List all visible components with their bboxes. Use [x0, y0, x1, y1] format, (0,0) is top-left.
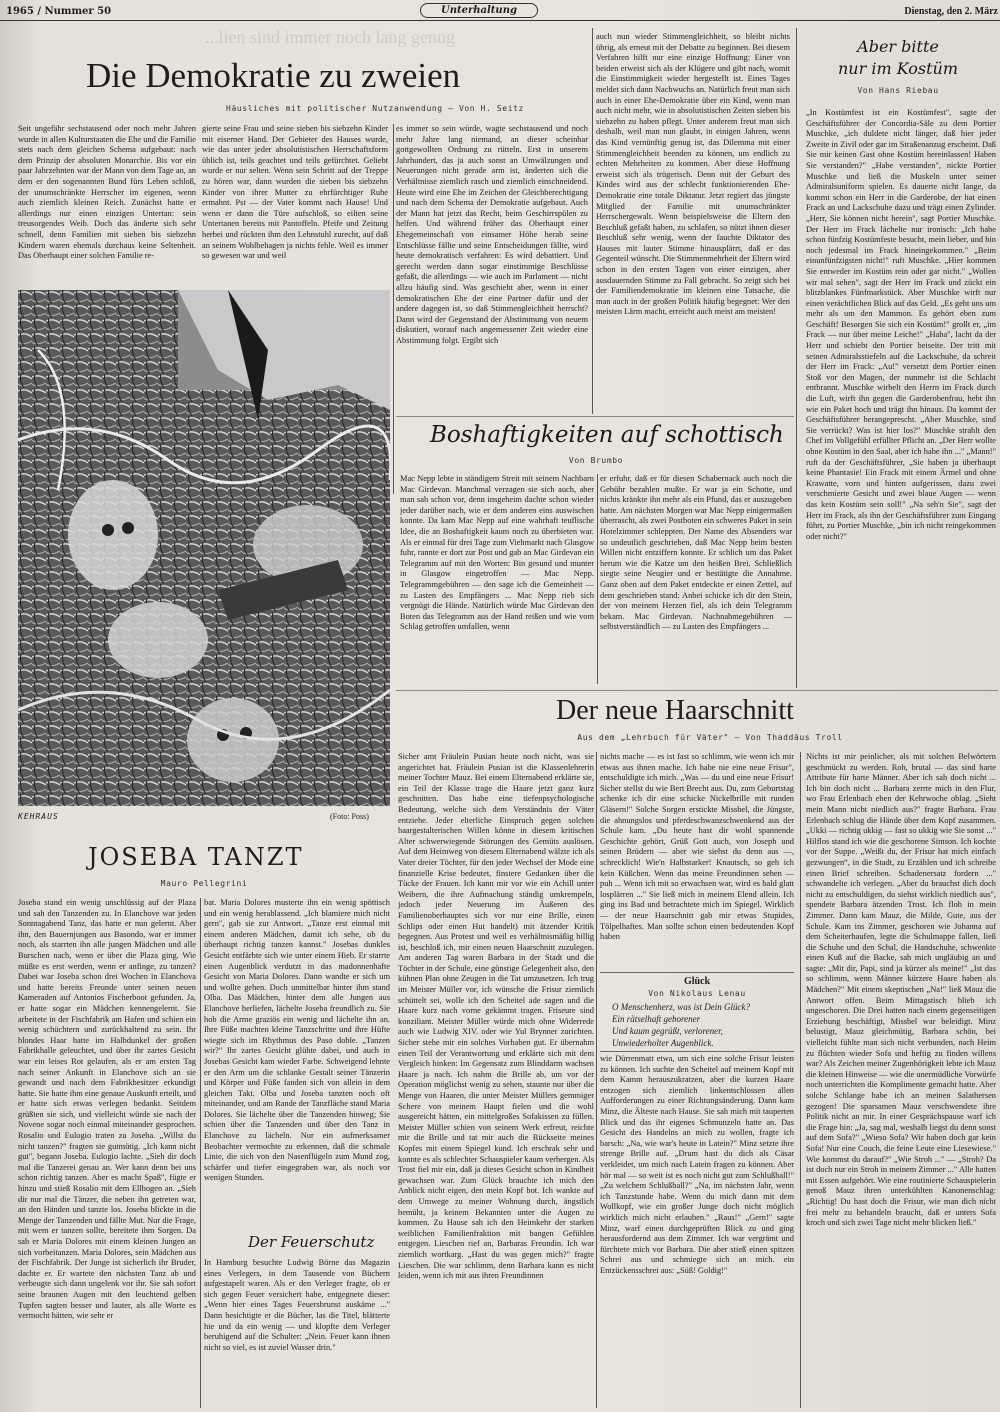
article-title: Der neue Haarschnitt [556, 695, 794, 726]
date-label: Dienstag, den 2. März [904, 6, 998, 17]
bleed-through-text: ...lien sind immer noch lang genug [205, 27, 455, 47]
sidebar-text: „In Kostümfest ist ein Kostümfest", sagte der Geschäftsführer der Concordia-Säle zu dem Portier Muschke, „ich duldete nicht länger, daß hier jeder Zweite in Zivil oder gar im Straßenanzug erscheint. Daß Sie mir keinen Gast ohne Kostüm hereinlassen! Haben Sie verstanden?" „Habe verstanden", nickte Portier Muschke und ließ die Muskeln unter seiner Admiralsuniform spielen. Es dauerte nicht lange, da kommt schon ein Herr in die Garderobe, der hat einen Frack an und Lackschuhe dazu und trägt einen Zylinder. „Herr, Sie können nicht herein", sagt Portier Muschke. Der Herr im Frack lächelte nur ironisch: „Ich habe schon fünfzig Kostümfeste besucht, mein lieber, und bin noch jedesmal im Frack hineingekommen." „Beim einunfünfzigsten nicht!" ruft Muschke. „Hier kommen Sie entweder im Kostüm rein oder gar nicht." „Wollen wir mal sehen", sagt der Herr im Frack und zückt ein blitzblankes Fünfmarkstück. Aber Muschke wirft nur einen verächtlichen Blick auf das Geld. „Es geht uns um mehr als um den Mammon. Es gehört eben zum Geschäft! Besorgen Sie sich ein Kostüm!" grollt er, „im Frack — nur über meine Leiche!" „Haha", lacht da der Herr und schiebt den Portier beiseite. Der tritt mit seinen Admiralsstiefeln auf die Lackschuhe, da schreit der Herr im Frack: „Au!" versetzt dem Portier einen Stoß vor den Magen, der nunmehr ist die Schlacht entbrannt. Muschke wirbelt den Herrn im Frack durch die Luft, wirft ihn gegen die Garderobenfrau, hebt ihn wie ein Paket hoch und trägt ihn hinaus. Da kommt der Geschäftsführer herangeprescht. „Aber Muschke, sind Sie verrückt? Was ist hier los?" Muschke strahlt den Chef im Vollgefühl erfüllter Pflicht an. „Der Herr wollte ohne Kostüm in den Saal, aber ich habe ihn ..." „Mann!" ruft da der Geschäftsführer, „Sie haben ja überhaupt keine Phantasie! Ein Frack mit einem Ärmel und ohne Krawatte, vorn und hinten aufgerissen, dazu zwei verschmierte Gesicht und zwei blaue Augen — wenn das kein Kostüm sein soll!" „Na seh'n Sie", sagt der Herr im Frack, als ihn der Geschäftsführer zum Eingang führt, zu Portier Muschke, „bin ich nicht reingekommen oder nicht?" [806, 108, 996, 541]
sidebar-byline: Von Hans Riebau [857, 86, 939, 95]
article-column: wie Dürrenmatt etwa, um sich eine solche Frisur leisten zu können. Ich suchte den Scheitel auf meinem Kopf mit dem Kamm herauszukratzen, aber die kurzen Haare entzogen sich ziemlich linkentschlossen allen Aufforderungen zu einer Richtungsänderung. Dann kam Minz, die Älteste nach Hause. Sie sah mich mit tauperten Blick und das ihr eigenes Schmunzeln hatte an. Das Gesicht des Handelns an mich zu wollen, fragte ich barsch: „Na, wie war's heute in Latein?" Minz setzte ihre strenge Brille auf. „Drum hast du dich als Cäsar verkleidet, um mich nach Latein fragen zu können. Aber hör mal — so weit ist es noch nicht gut zum Schlußball!" „Zu welchem Schlußball?" „Na, im nächsten Jahr, wenn ich Tanzstunde habe. Wenn du mich dann mit dem Wollkopf, wie ein großer Junge doch nicht möglich wirklich mich nicht erlauben." „Raus!" „Gern!" sagte Minz, warf einen durchgeprüften Blick zu und ging herausfordernd aus dem Zimmer. Ich war vergrämt und fürchtete mich vor Barbara. Die aber stieß einen spitzen Schrei aus und schmiegte sich an mich. ein Entzückensschrei aus: „Süß! Goldig!" [600, 1054, 794, 1275]
article-title: Der Feuerschutz [248, 1233, 375, 1251]
article-column: bat. Maria Dolores musterte ihn ein wenig spöttisch und ein wenig herablassend. „Ich blamiere mich nicht gern", gab sie zur Antwort. „Tanze erst einmal mit einem anderen Mädchen, damit ich sehe, ob du überhaupt richtig tanzen kannst." Josebas dunkles Gesicht entfärbte sich wie unter einem Hieb. Er starrte einen Augenblick verdutzt in das madonnenhafte Gesicht von Maria Dolores. Dann wandte er sich um und wollte gehen. Doch unmittelbar hinter ihm stand Olba. Das Mädchen, hinter dem alle Jungen aus Elanchove herliefen, lächelte Joseba freundlich zu. Sie hob die Arme graziös ein wenig und lächelte ihn an. Ihre Füße machten kleine Tanzschritte und ihre Hüfte wiegte sich im Rhythmus des Paso doble. „Tanzen wir?" Ihr zartes Gesicht glühte dabei, und auch in Josebas Gesicht kam wieder Farbe. Schweigend lehnte er den Arm um die schlanke Gestalt seiner Tänzerin und Körper und Füße fanden sich von allein in dem gleichen Takt. Olba und Joseba tanzten noch oft miteinander, und am Rande der Tanzfläche stand Maria Dolores. Sie lächelte über die Tanzenden hinweg; Sie schien über die Tanzenden und über den Tanz in Elanchove zu lächeln. Nur ein aufmerksamer Beobachter vermochte zu erkennen, daß die schmale Linie, die sich von den Nasenflügeln zum Mund zog, schärfer und tiefer eingegraben war, als noch vor wenigen Stunden. [204, 898, 390, 1183]
column-rule [796, 28, 797, 688]
header-rule [0, 20, 1000, 21]
column-rule [393, 124, 394, 494]
article-byline: Von Brumbo [568, 456, 624, 465]
article-column: Joseba stand ein wenig unschlüssig auf der Plaza und sah den Tanzenden zu. In Elanchove war jeden Sonntagabend Tanz, das hatte er nun gelernt. Aber ihn, den Bauernjungen aus Basondo, war er immer noch, als starrten ihn alle jungen Mädchen und alle Burschen nach, wenn er über die Plaza ging. Wie müßte es erst werden, wenn er anfinge, zu tanzen? Dabei war Joseba schon drei Wochen in Elanchova und hatte bereits Freunde unter seinen neuen Kameraden auf Antonios Fischerboot gefunden. Ja, er hatte sogar ein Mädchen kennengelernt. Sie arbeitete in der Fischfabrik am Hafen und schien ein wenig schüchtern und zurückhaltend zu sein. Ihr blondes Haar hatte im Halbdunkel der großen Fabrikhalle geleuchtet, und über ihr zartes Gesicht war ein leises Rot gelaufen, als er am ersten Tag nach seiner Ankunft in Elanchove sich an sie gewandt und nach dem Fabrikbesitzer erkundigt hatte. Sie hatte ihm eine genaue Auskunft erteilt, und er hatte sich etwas verlegen bedankt. Seitdem grüßten sie sich, und vielleicht würde sie nach der Novene sogar noch einmal miteinander gesprochen. Rosalio und Eulogio traten zu Joseba. „Willst du nicht tanzen?" fragten sie gutmütig. „Ich kann nicht gut", begann Joseba. Eulogio lachte. „Sieh dir doch mal die Tanzerei genau an. Wer kann denn bei uns schon richtig tanzen. Aber es macht Spaß", fügte er hinzu und stieß Rosalio mit dem Ellbogen an. „Sieh dir nur mal die Tänzer, die neben ihn getreten war, an den Händen und tanzte los. Joseba blickte in die Menge der Tanzenden und fällte Mut. Nur die Frage, mit wem er tanzen sollte, bereitete ihm Sorgen. Da sah er Maria Dolores mit einem kleinen Jungen an sich vorbeitanzen. Maria Dolores, sein Mädchen aus der Fischfabrik. Der Junge ist sicherlich ihr Bruder, dachte er. Er wartete den nächsten Tanz ab und verbeugte sich dann ungelenk vor ihr. Sie sah sofort seine braunen Augen mit den leuchtend gelben Tupfen sagten besser und lauter, als alle Worte es vermocht hätten, wie sehr er [18, 898, 196, 1321]
article-column: gierte seine Frau und seine sieben bis siebzehn Kinder mit eiserner Hand. Der Gebieter des Hauses wurde, wie das unter jeder absolutistischen Herrschaftsform üblich ist, teils geachtet und teils gefürchtet. Geliebt wurde er nur selten. Wenn sein Schritt auf der Treppe zu hören war, dann wurden die sieben bis siebzehn Kinder von ihrer Mutter zu ehrfürchtiger Ruhe ermahnt. Pst — der Vater kommt nach Hause! Und wenn er dann die Türe aufschloß, so eilten seine Untertanen bereits mit Pantoffeln. Pfeife und Zeitung herbei und rückten ihm den Lehnstuhl zurecht, auf daß an seinem Wohlbehagen ja nichts fehle. Weil es immer so gewesen war und weil [202, 124, 388, 261]
article-column: er erfuhr, daß er für diesen Schabernack auch noch die Gebühr bezahlen mußte. Er war ja ein Schotte, und nichts kränkte ihn mehr als ein Pfund, das er auszugeben hatte. Am nächsten Morgen war Mac Nepp einigermaßen überrascht, als zwei Postboten ein schweres Paket in sein Hotelzimmer schleppten. Der Name des Absenders war so undeutlich geschrieben, daß Mac Nepp beim besten Willen nicht entziffern konnte. Er schlich um das Paket herum wie die Katze um den heißen Brei. Schließlich siegte seine Neugier und er bestätigte die Annahme. Ganz oben auf dem Paket entdeckte er einen Zettel, auf dem geschrieben stand: Anbei schicke ich dir den Stein, der von meinem Herzen fiel, als ich dein Telegramm bekam. Mac Girdevan. Nachnahmegebühren — selbstverständlich — zu Lasten des Empfängers ... [600, 474, 792, 632]
poem-line: Unwiederholter Augenblick. [612, 1038, 714, 1048]
article-title: Die Demokratie zu zweien [86, 56, 461, 95]
issue-label: 1965 / Nummer 50 [6, 6, 112, 17]
article-byline: Aus dem „Lehrbuch für Väter" — Von Thaddäus Troll [577, 733, 843, 742]
poem-line: Und kaum gegrüßt, verlorener, [612, 1026, 723, 1036]
carnival-photo [18, 290, 390, 806]
article-column: In Hamburg besuchte Ludwig Börne das Magazin eines Verlegers, in dem Tausende von Büchern aufgestapelt waren. Als er den Verleger fragte, ob er sich gegen Feuer versichert habe, entgegnete dieser: „Wenn hier eines Tages Feuersbrunst auskäme ..." Dann besichtigte er die Bücher, las die Titel, blätterte hie und da ein wenig — und klopfte dem Verleger beruhigend auf die Schulter: „Nein. Feuer kann ihnen nicht so viel, es ist zuviel Wasser drin." [204, 1258, 390, 1352]
column-rule [596, 752, 597, 1408]
poem-line: O Menschenherz, was ist Dein Glück? [612, 1002, 750, 1012]
article-byline: Mauro Pellegrini [160, 879, 248, 888]
article-column: Nichts ist mir peinlicher, als mit solchen Belwörtern geschmückt zu werden. Roh, brutal — das sind harte Attribute für harte Männer. Aber ich sah doch nicht ... Ich bin doch nicht ... Barbara zerrte mich in den Flur, wo Frau Erlenbach eben der Kehrwoche oblag. „Sieht mein Mann nicht niedlich aus?" fragte Barbara. Frau Erlenbach schlug die Hände über dem Kopf zusammen. „Ukki — richtig ukkig — fast so ukkig wie Sie sonst ..." Hilflos stand ich wie die geschorene Simson. Ich kochte vor der Suppe. „Weißt du, der Frisur hat mich einfach gezwungen“, in die Stadt, zu Erzählen und ich schreibe einen Brief schreiben. Schadenersatz fordern ..." schwandelte ich verlegen. „Aber du brauchst dich doch nicht zu entschuldigen, du siehst wirklich niedlich aus", spendete Barbara ätzenden Trost. Ich floh in mein Zimmer. Dann kam Mauz, die Milde, Gute, aus der Schule. Kam ins Zimmer, geschoren wie Johanna auf dem Scheiterhaufen, legte die Schulmappe fallen, ließ die Schuhe und den Schal, die Handschuhe, schwenkte einen Kuß auf die Backe, sah mich ungläubig an und sagte: „Mit dir, Papi, sind ja kürzer als meine!" „Ist das so schlimm, wenn Männer kürzere Haare haben als Mädchen?" Mit einem skeptischen „Na!" ließ Mauz die Antwort offen. Beim Mittagstisch blieb ich ungeschoren. Die Drei hatten nach einem gegenseitigen Erziehung beschäftigt, Missbel war beleidigt. Minz belustigt, Mauz gleichmütig, Barbara schön, bei vielleicht fühlte man sich nicht verbunden, nach Heim zu flüchten wieder Sofa und heftig zu finden willens war? Als Zeichen meiner Zugenhörigkeit lebte ich Mauz die kleinen Hinweise — wie die unermüdliche Vorwürfe noch unterrichten die Komplimente gemacht hatte. Aber solche Schlange habe ich an meinen Salathersen gezogen! Die sparsamen Mauz verschwendete ihre Politik nicht an mir. In einer Gesprächspause warf ich die Frage hin: „Ja, sag mal, weshalb liegst du denn sonst auf dem Sofa?" „Wieso Sofa? Wir haben doch gar kein Sofa! Nur eine Couch, die feine Leute eine Liesewiese." Wie kommst du darauf?" „Wie Stroh ..." — „Stroh? Da ist doch nur ein Stroh in meinem Zimmer ..." Alle hatten mit Essen aufgehört. Wie eine routinierte Schauspielerin genoß Mauz ihren unterkühlten Kanonenschlag: „Richtig! Du hast doch die Frisur, wie man dich nicht frei mehr zu behandeln braucht, daß er unters Sofa kroch und sich zwei Tage nicht mehr blicken ließ." [806, 752, 996, 1228]
article-title: Boshaftigkeiten auf schottisch [430, 422, 784, 448]
poem-title: Glück [683, 976, 711, 987]
sidebar-title-line2: nur im Kostüm [838, 59, 958, 78]
article-column: Sicher amt Fräulein Pusian heute noch nicht, was sie angerichtet hat. Fräulein Pusian ist die Klassenlehrerin meiner Tochter Mauz. Bei einem Elternabend erklärte sie, ein Teil der Klasse trage die Haare jetzt ganz kurz geschnitten. Das habe eine tiefenpsychologische Bedeutung, welche sich dem Verständnis der Väter entziehe. Jeder elterliche Einspruch gegen solchen haargestalterischen Willen könne in diesem kritischen Alter schwerwiegende Störungen des Gemüts auslösen. Auf dem Heimweg von diesem Elternabend wälzte ich als Vater dreier Töchter, für den jeder Wechsel der Mode eine finanzielle Krise bedeutet, finstere Gedanken über die Tücke der Frauen. Ich kann mir vor wie ein Achill unter Weibern, die ihre Aufmachung ständig umkrempeln, jedoch jeder Neuerung im Äußeren des Familienoberhauptes sich vor nur eine Brille, einen Schlips oder einen Hut handelt) mit ätzender Kritik begegnen. Aus Protest und weil es verhältnismäßig billig ist, beschloß ich, mir einen neuen Haarschnitt zuzulegen. Am anderen Tag waren Barbara in der Stadt und die Töchter in der Schule, eine günstige Gelegenheit also, den kühnen Plan ohne Zeugen in die Tat umzusetzen. Ich trug im Meister Müller vor, ich wünsche die Frisur ziemlich schüttelt sei, wolle ich den Scheitel ade sagen und die Haare kurz nach vorne gekämmt tragen. Friseure sind konziliant. Meister Müller würde mich ohne Widerrede auch wie Ludwig XIV. oder wie Yul Brynner zurichten. Sicher stehe mir ein solches Vorhaben gut. Er übernahm einen Teil der Verantwortung und erklärte sich mit dem Vergleich hinken: Im Gegensatz zum Blinddarm wachsen Haare ja nach. Ich nahm die Brille ab, um vor der Operation möglichst wenig zu sehen, staunte nur über die Menge von Haaren, die unter Meister Müllers gemmiger Schere von meinem Haupt fielen und die wohl ausgereicht hätten, ein mittelgroßes Sofakissen zu füllen. Meister Müller schien von seinem Werk erfreut, reichte mir die Brille und tat mir auch die Rückseite meines Kopfes mit einem Spiegel kund. Ich erschrak sehr und konnte es als schlechter Schauspieler kaum verbergen. Als Trost fiel mir ein, daß ja dieses Gesicht schon in Kindheit gewachsen war. Zum Glück brauchte ich mich den Anblick nicht eigen, den mein Kopf bot. Ich wankte auf dem Umwege zu meiner Wohnung durch, ängstlich bemüht, ja keinem Bekannten unter die Augen zu kommen. Zu Hause sah ich den Heimkehr der starken weiblichen Familienfraktion mit bangen Gefühlen entgegen. Lieschen rief an, Barbaras Freundin. Ich war ziemlich wortkarg. „Hast du was gegen mich?" fragte Lieschen. Die war schlimm, denn Barbara kann es nicht leiden, wenn ich mit aus ihren Freundinnen [398, 752, 594, 1281]
section-rule [396, 690, 998, 691]
column-rule [200, 898, 201, 1408]
article-column: es immer so sein würde, wagte sechstausend und noch mehr Jahre lang niemand, an dieser scheinbar gottgewollten Ordnung zu rütteln. Erst in unserem Jahrhundert, das ja auch sonst an Umwälzungen und Neuerungen nicht gerade arm ist, änderten sich die Verhältnisse ziemlich rasch und ziemlich einschneidend. Heute wird eine Ehe im Zeichen der Gleichberechtigung und nach dem Schema der Demokratie aufgebaut. Auch der Mann hat jetzt das Recht, beim Geschirrspülen zu helfen. Und während früher das Oberhaupt einer Ehegemeinschaft von einsamer Höhe herab seine Entschlüsse fällte und seine Entscheidungen fällte, wird heute demokratisch verfahren: Es wird debattiert. Und gerecht werden dann sogar einstimmige Beschlüsse gefaßt, die allerdings — wie auch im Parlament — nicht allzu häufig sind. Was geschieht aber, wenn in einer demokratischen Ehe der eine Partner dafür und der andere dagegen ist, so daß Stimmengleichheit herrscht? Dann wird der Gegenstand der Abstimmung von neuem diskutiert, worauf nach angemessener Zeit wieder eine Abstimmung folgt. Ergibt sich [396, 124, 588, 345]
poem-line: Ein rätselhaft geborener [612, 1014, 701, 1024]
article-column: nichts mache — es ist fast so schlimm, wie wenn ich mir etwas aus ihnen mache. Ich habe nie eine neue Frisur", entschuldigte ich mich. „Was — du und eine neue Frisur! Sicher stellst du wie Bert Brecht aus. Du, zum Geburtstag schenke ich dir eine schicke Nickelbrille mit runden Gläsern!" Solche Sorgen erstickte Missbel, die Jüngste, die ahnungslos und pferdeschwanzschwenkend aus der Schule kam. „Du heute hast dir wohl spannende Geschichte gehört, Grüß Gott auch, von Joseph und seinen Brüdern — aber wie siehst du denn aus —, schrecklich! Wie'n Halbstarker! Knautsch, so geh ich kein Küßchen. Wenn das meine Freundinnen sehen — puh ... Wenn ich mit so erwachsen war, wird es bald glatt losplärren ..." Sie ließ mich in meinem Elend allein. Ich ging ins Bad und betrachtete mich im Spiegel. Wirklich — der neue Haarschnitt gab mir etwas Stupides, Tölpelhaftes. Man sollte schon einen bedeutenden Kopf haben [600, 752, 794, 942]
article-column: Mac Nepp lebte in ständigem Streit mit seinem Nachbarn Mac Girdevan. Manchmal verzagen sie sich auch, aber man sah schon vor, denn insgeheim dachte schon wieder jeder darüber nach, wie er dem anderen eins auswischen konnte. Da kam Mac Nepp auf eine wahrhaft teuflische Idee, die an Boshaftigkeit kaum noch zu überbieten war. Als er einmal für drei Tage zum Viehmarkt nach Glasgow fuhr, rannte er dort zur Post und gab an Mac Girdevan ein Telegramm auf mit den Worten: Bin gesund und munter in Glasgow eingetroffen — Mac Nepp. Telegrammgebühren — den sage ich die Gemeinheit — zu Lasten des Empfängers ... Mac Nepp rieb sich vergnügt die Hände. Natürlich würde Mac Girdevan den Boten das Telegramm aus der Hand reißen und wie vom Schlag getroffen umfallen, wenn [400, 474, 594, 632]
poem-author: Von Nikolaus Lenau [648, 989, 746, 998]
article-column: auch nun wieder Stimmengleichheit, so bleibt nichts übrig, als erneut mit der Debatte zu beginnen. Bei diesem Verfahren hilft nur eine einzige Hoffnung: Einer von beiden erweist sich als der Klügere und gibt nach, womit die Einstimmigkeit wieder hergestellt ist. Eines Tages meldet sich dann Nachwuchs an. Natürlich freut man sich auch in einer Ehe-Demokratie über ein Kind, wenn man auch nicht mehr, wie in absolutistischen Zeiten sieben bis siebzehn zu haben pflegt. Unter anderem freut man sich deshalb, weil man nun glaubt, in einigen Jahren, wenn das Kind vernünftig genug ist, das Dilemma mit einer Stimmengleichheit beenden zu können, um endlich zu echten Mehrheiten zu kommen. Aber diese Hoffnung erweist sich als trügerisch. Denn mit der Geburt des Kindes wird aus der schlecht funktionierenden Ehe-Demokratie eine totale Diktatur. Jetzt regiert das jüngste Mitglied der Familie mit unumschränkter Herrschergewalt. Wenn beispielsweise die Eltern den Beschluß gefaßt haben, zu schlafen, so nützt ihnen dieser Beschluß sehr wenig, wenn der fauchte Diktator des Hauses mit lauter Stimme hinausplärrt, daß er das Gegenteil wünscht. Die Stimmenmehrheit der Eltern wird schon in den ersten Tagen von einer einzigen, aber ausdauernden Stimme zu Fall gebracht. So zeigt sich bei der Familiendemokratie im kleinen eine Tatsache, die man auch in der großen Politik häufig begegnet: Wer den meisten Lärm macht, erreicht auch meist am meisten! [596, 32, 790, 317]
sidebar-title-line1: Aber bitte [857, 37, 939, 56]
article-subtitle: Häusliches mit politischer Nutzanwendung — Von H. Seitz [226, 104, 524, 113]
column-rule [597, 474, 598, 684]
photo-caption: KEHRAUS [18, 812, 59, 821]
column-rule [800, 752, 801, 1408]
photo-credit: (Foto: Poss) [330, 812, 369, 821]
poem-rule [600, 1051, 794, 1052]
article-column: Seit ungefähr sechstausend oder noch mehr Jahren wurde in allen Kulturstaaten die Ehe und die Familie stets nach dem gleichen Schema aufgebaut: nach dem Prinzip der absoluten Monarchie. Bis vor ein paar Jahrzehnten war der Mann von dem Tage an, an dem er den sogenannten Bund fürs Leben schloß, der unumschränkte Herrscher im eigenen, wenn auch ziemlich kleinen Reich. Zunächst hatte er allerdings nur einen einzigen Untertan: sein treusorgendes Weib. Doch das änderte sich sehr schnell, denn Familien mit sieben bis siebzehn Kindern waren ehemals durchaus keine Seltenheit. Das Oberhaupt einer solchen Familie re- [18, 124, 196, 261]
section-label: Unterhaltung [420, 3, 538, 18]
article-title: JOSEBA TANZT [88, 843, 304, 871]
section-rule [396, 416, 794, 417]
poem-rule [600, 972, 794, 973]
column-rule [592, 28, 593, 414]
streamers-photo-image [18, 290, 390, 806]
